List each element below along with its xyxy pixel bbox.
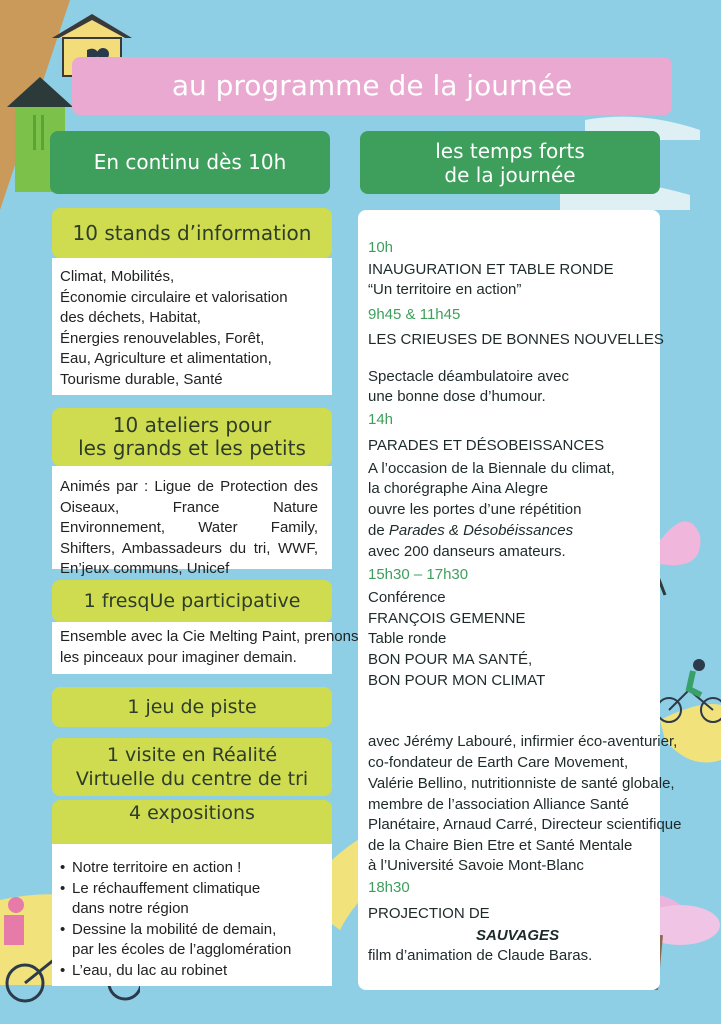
list-item: • L’eau, du lac au robinet [60, 961, 332, 982]
stands-title-text: 10 stands d’information [72, 221, 312, 245]
stands-line: Énergies renouvelables, Forêt, [60, 329, 265, 347]
event-line: Conférence [368, 589, 446, 606]
jeu-title-text: 1 jeu de piste [127, 696, 257, 718]
stands-line: Tourisme durable, Santé [60, 370, 223, 388]
event-guests: à l’Université Savoie Mont-Blanc [368, 857, 584, 874]
stands-line: Eau, Agriculture et alimentation, [60, 350, 272, 367]
event-line: Table ronde [368, 630, 447, 647]
ateliers-text: Animés par : Ligue de Protection des Oiseaux, France Nature Environnement, Water Family, Shifters, Ambassadeurs du tri, WWF, En’jeux communs, Unicef [60, 478, 318, 577]
event-description: ouvre les portes d’une répétition [368, 501, 582, 518]
event-time: 9h45 & 11h45 [368, 306, 461, 323]
visite-title-line-2: Virtuelle du centre de tri [75, 768, 309, 790]
event-description: une bonne dose d’humour. [368, 388, 546, 405]
event-time: 10h [368, 239, 394, 256]
stands-title [52, 208, 332, 258]
event-guests: Valérie Bellino, nutritionniste de santé globale, [368, 775, 675, 792]
event-description-prefix: de [368, 522, 385, 539]
stands-line: des déchets, Habitat, [60, 309, 201, 326]
page-title: au programme de la journée [72, 57, 672, 115]
event-line: FRANÇOIS GEMENNE [368, 610, 526, 627]
event-description: avec 200 danseurs amateurs. [368, 543, 566, 560]
event-time: 18h30 [368, 879, 410, 896]
event-description: Spectacle déambulatoire avec [368, 368, 569, 385]
right-header-line-1: les temps forts [435, 139, 585, 163]
event-line: BON POUR MON CLIMAT [368, 672, 546, 689]
event-description: A l’occasion de la Biennale du climat, [368, 460, 615, 477]
expositions-content [52, 844, 332, 986]
list-item: • Notre territoire en action ! [60, 858, 332, 879]
event-guests: Planétaire, Arnaud Carré, Directeur scientifique [368, 816, 682, 833]
event-time: 15h30 – 17h30 [368, 566, 469, 583]
event-time: 14h [368, 411, 394, 428]
event-guests: membre de l’association Alliance Santé [368, 796, 629, 813]
event-title: LES CRIEUSES DE BONNES NOUVELLES [368, 331, 664, 348]
cyclist-icon [655, 655, 721, 725]
list-item: • Le réchauffement climatique dans notre région [60, 879, 332, 920]
event-title: PARADES ET DÉSOBEISSANCES [368, 437, 605, 454]
event-title: INAUGURATION ET TABLE RONDE [368, 261, 614, 278]
ateliers-title-line-2: les grands et les petits [78, 436, 306, 460]
event-work-title: Parades & Désobéissances [388, 522, 574, 539]
event-guests: co-fondateur de Earth Care Movement, [368, 754, 629, 771]
visite-title [52, 738, 332, 796]
right-header-line-2: de la journée [444, 163, 576, 187]
event-description [368, 521, 573, 542]
ateliers-title [52, 408, 332, 466]
left-column-header [50, 131, 330, 194]
stands-line: Économie circulaire et valorisation [60, 288, 288, 306]
event-guests: de la Chaire Bien Etre et Santé Mentale [368, 837, 633, 854]
fresque-content [52, 622, 359, 674]
fresque-title-text: 1 fresqUe participative [83, 590, 301, 612]
fresque-title [52, 580, 332, 622]
visite-title-line-1: 1 visite en Réalité [106, 744, 278, 766]
event-guests: avec Jérémy Labouré, infirmier éco-aventurier, [368, 733, 678, 750]
list-item: • Dessine la mobilité de demain, par les écoles de l’agglomération [60, 920, 332, 961]
left-header-text: En continu dès 10h [93, 150, 287, 174]
event-subtitle: “Un territoire en action” [368, 281, 522, 298]
expositions-list [60, 858, 332, 981]
ateliers-content [52, 466, 332, 577]
stands-content [52, 258, 332, 395]
fresque-line: les pinceaux pour imaginer demain. [60, 648, 297, 666]
jeu-title [52, 687, 332, 727]
ateliers-title-line-1: 10 ateliers pour [112, 413, 272, 437]
event-title: PROJECTION DE [368, 905, 490, 922]
highlights-card [358, 210, 682, 990]
stands-line: Climat, Mobilités, [60, 268, 175, 285]
film-title: SAUVAGES [476, 927, 560, 944]
expositions-title [52, 800, 332, 844]
event-description: la chorégraphe Aina Alegre [368, 480, 549, 497]
fresque-line: Ensemble avec la Cie Melting Paint, prenons [60, 628, 359, 645]
event-description: film d’animation de Claude Baras. [368, 947, 593, 964]
event-line: BON POUR MA SANTÉ, [368, 651, 533, 668]
right-column-header [360, 131, 660, 194]
expositions-title-text: 4 expositions [129, 802, 255, 824]
